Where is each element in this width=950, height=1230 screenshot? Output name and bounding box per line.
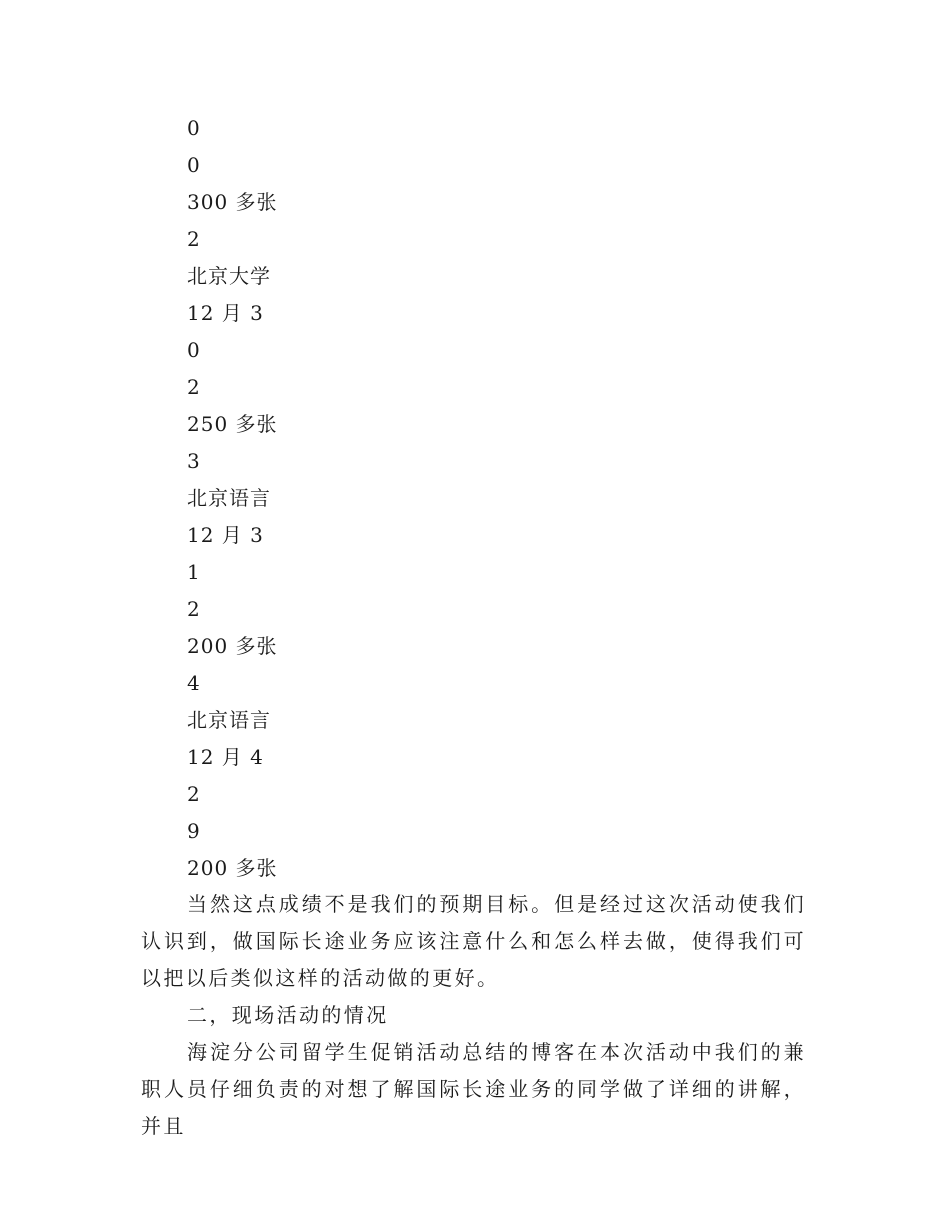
list-item: 3 [187,449,201,473]
list-item: 12 月 3 [187,523,264,547]
list-item: 12 月 3 [187,301,264,325]
list-item: 2 [187,782,201,806]
list-item: 2 [187,597,201,621]
list-item: 250 多张 [187,412,278,436]
list-item: 4 [187,671,201,695]
list-item: 0 [187,116,201,140]
body-text [141,886,806,1145]
list-item: 300 多张 [187,190,278,214]
section-heading: 二，现场活动的情况 [187,1003,389,1027]
list-item: 2 [187,375,201,399]
list-item: 12 月 4 [187,745,264,769]
paragraph-conclusion: 当然这点成绩不是我们的预期目标。但是经过这次活动使我们认识到，做国际长途业务应该注意什么和怎么样去做，使得我们可以把以后类似这样的活动做的更好。 [141,892,806,990]
list-item: 北京语言 [187,486,271,510]
list-item: 0 [187,153,201,177]
list-item: 200 多张 [187,634,278,658]
table-values-list [187,110,807,887]
list-item: 200 多张 [187,856,278,880]
paragraph-onsite: 海淀分公司留学生促销活动总结的博客在本次活动中我们的兼职人员仔细负责的对想了解国际长途业务的同学做了详细的讲解，并且 [141,1040,806,1138]
list-item: 9 [187,819,201,843]
list-item: 2 [187,227,201,251]
list-item: 0 [187,338,201,362]
list-item: 北京大学 [187,264,271,288]
list-item: 1 [187,560,201,584]
list-item: 北京语言 [187,708,271,732]
